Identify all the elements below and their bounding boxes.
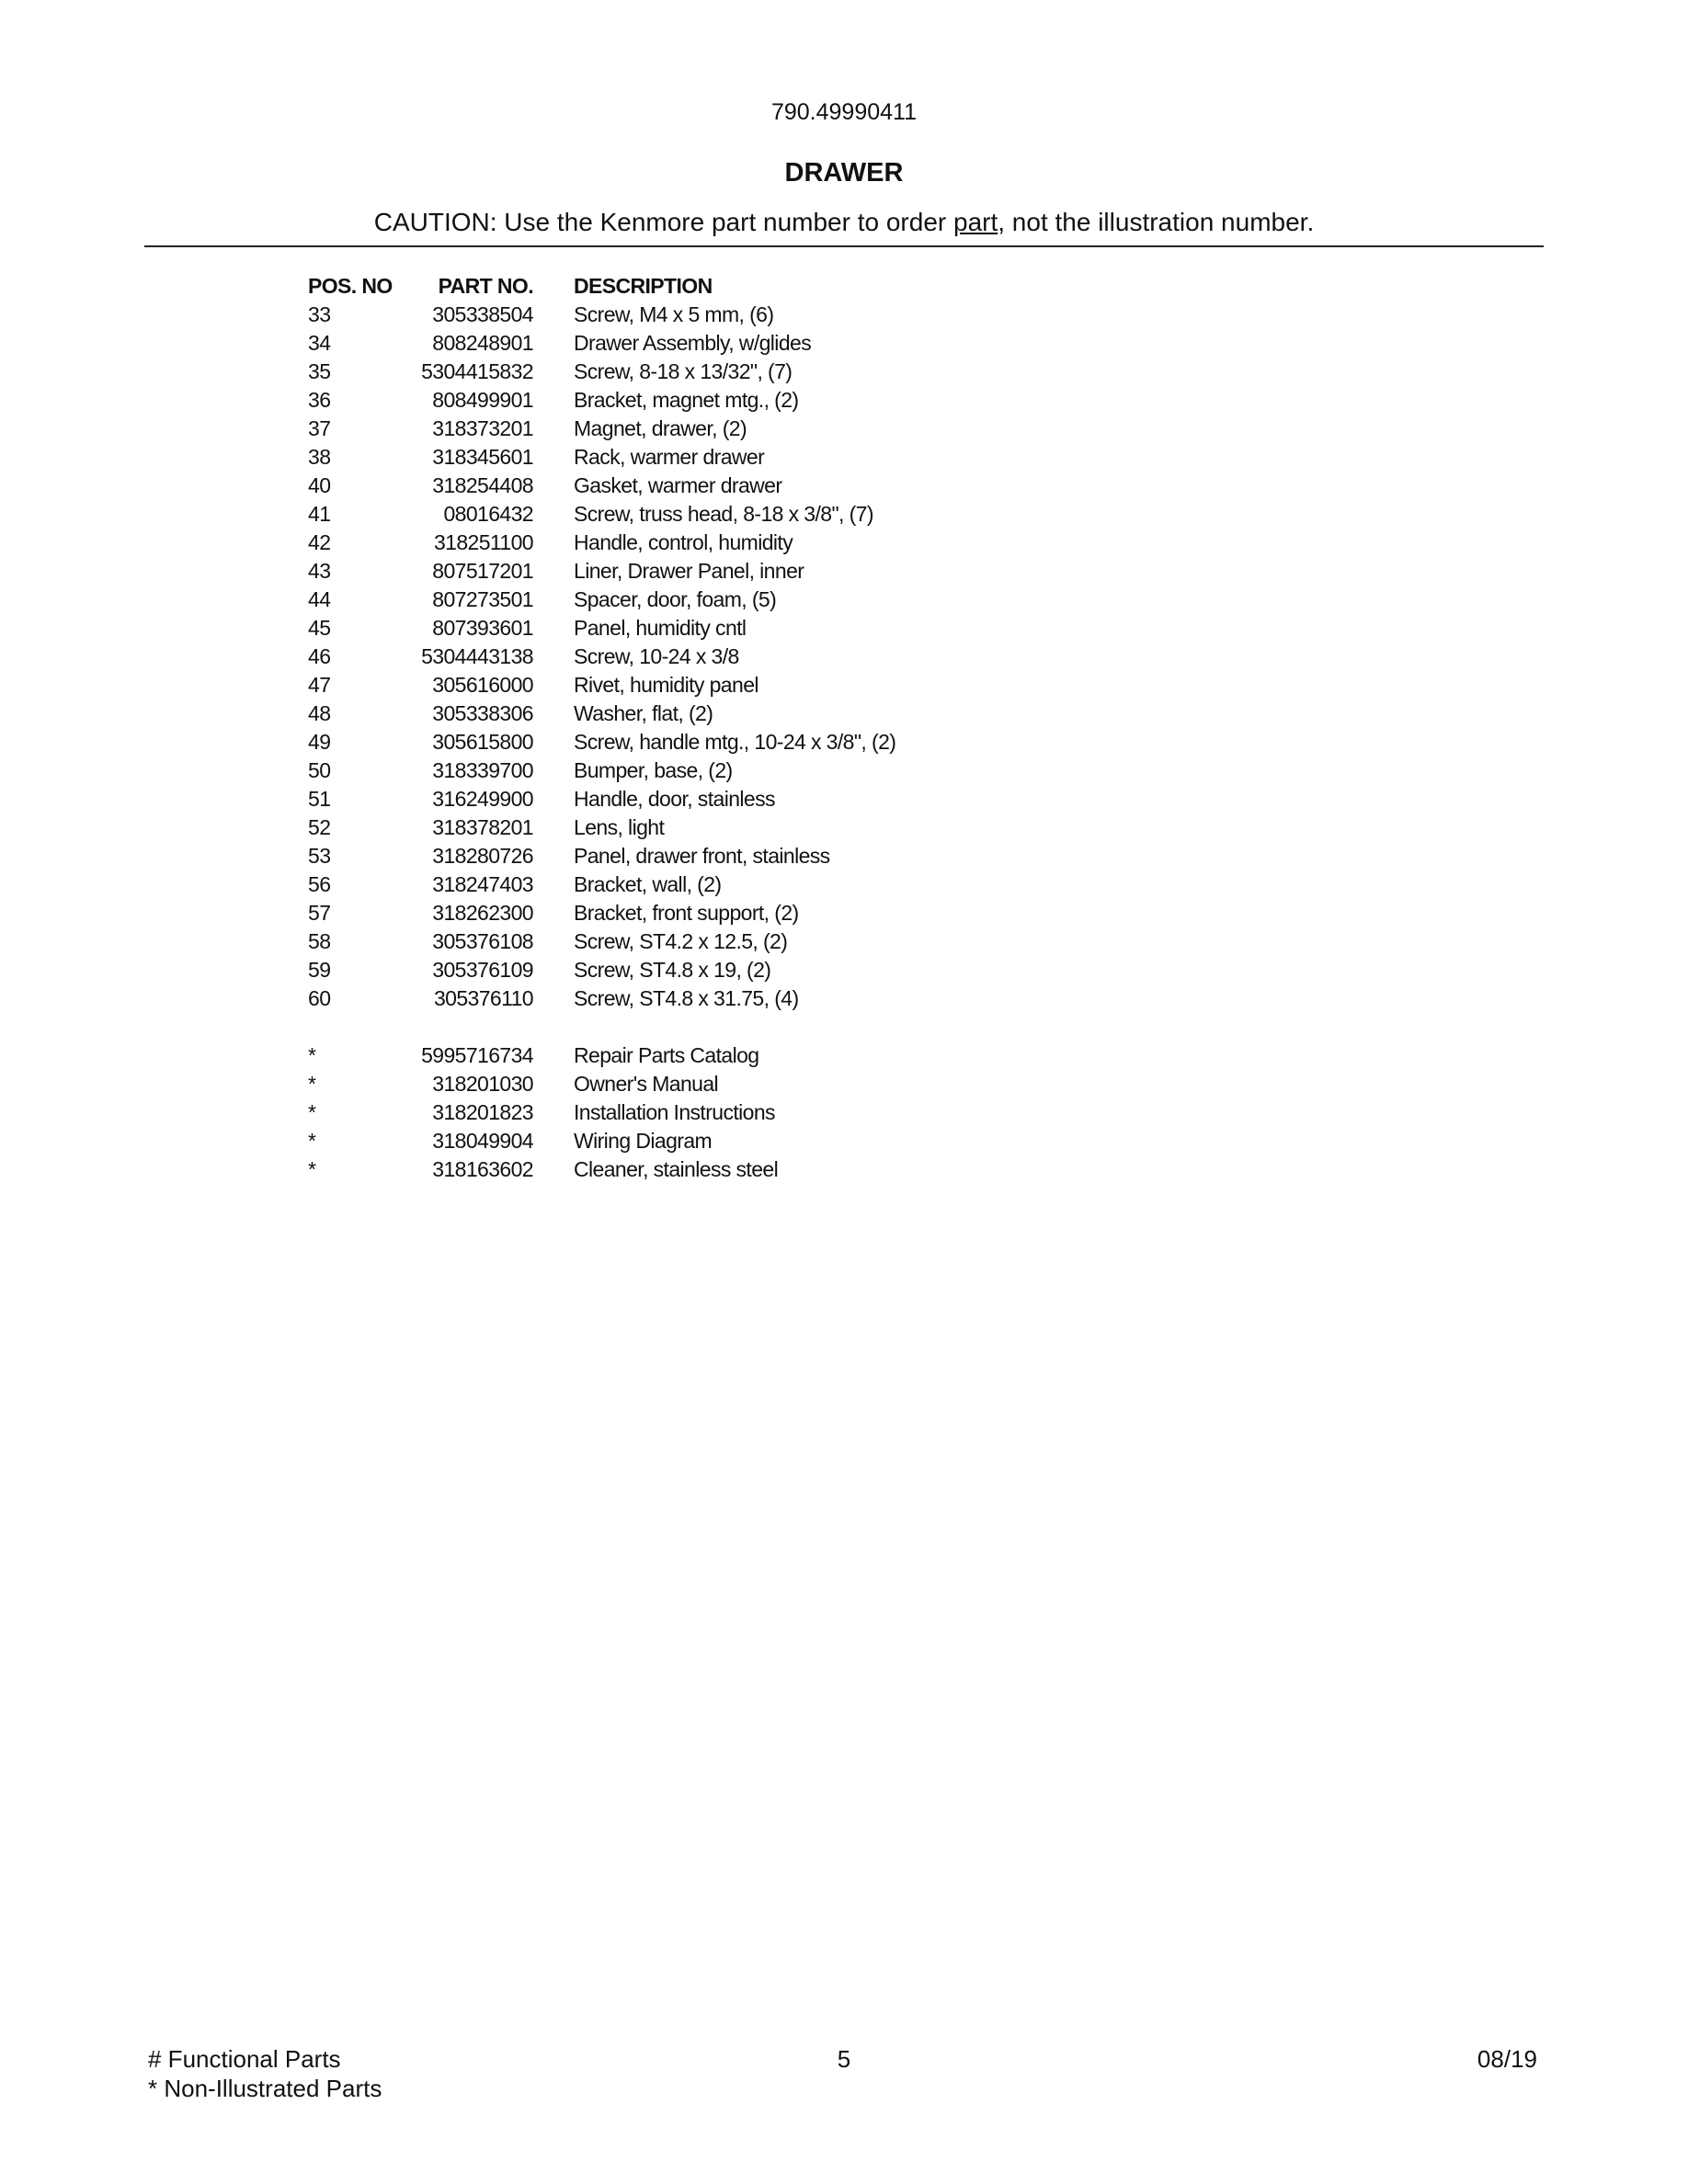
pos-cell: 47 (308, 673, 331, 697)
caution-text-end: , not the illustration number. (998, 208, 1315, 236)
part-number-cell: 318049904 (432, 1129, 533, 1153)
pos-cell: * (308, 1072, 316, 1096)
pos-cell: 57 (308, 901, 331, 925)
table-row (308, 1155, 895, 1184)
part-number-cell: 5304443138 (421, 644, 533, 668)
pos-cell: 60 (308, 986, 331, 1010)
table-row (308, 671, 895, 700)
part-number-cell: 807517201 (432, 559, 533, 583)
part-number-cell: 305376108 (432, 929, 533, 953)
table-row (308, 1041, 895, 1070)
table-row (308, 415, 895, 443)
parts-table-body (308, 301, 895, 1184)
description-cell: Bumper, base, (2) (574, 758, 733, 782)
table-row (308, 500, 895, 529)
table-row (308, 1070, 895, 1098)
description-cell: Wiring Diagram (574, 1129, 713, 1153)
table-row (308, 785, 895, 813)
table-row (308, 728, 895, 756)
description-cell: Screw, M4 x 5 mm, (6) (574, 302, 774, 326)
description-cell: Panel, humidity cntl (574, 616, 747, 640)
legend-non-illustrated-parts: * Non-Illustrated Parts (148, 2075, 382, 2102)
table-row (308, 614, 895, 643)
part-number-cell: 08016432 (443, 502, 533, 526)
part-number-cell: 808499901 (432, 388, 533, 412)
description-cell: Screw, truss head, 8-18 x 3/8", (7) (574, 502, 873, 526)
parts-table (308, 272, 895, 1184)
table-row (308, 529, 895, 557)
description-cell: Cleaner, stainless steel (574, 1157, 779, 1181)
pos-cell: 49 (308, 730, 331, 754)
pos-cell: 43 (308, 559, 331, 583)
column-header-description: DESCRIPTION (574, 274, 713, 298)
part-number-cell: 305376110 (433, 986, 533, 1010)
part-number-cell: 318280726 (432, 844, 533, 868)
table-row (308, 984, 895, 1013)
part-number-cell: 807273501 (432, 587, 533, 611)
pos-cell: 53 (308, 844, 331, 868)
caution-notice (0, 208, 1688, 237)
caution-underlined-word: part (953, 208, 998, 236)
description-cell: Panel, drawer front, stainless (574, 844, 830, 868)
table-row (308, 842, 895, 870)
description-cell: Handle, control, humidity (574, 530, 793, 554)
description-cell: Rack, warmer drawer (574, 445, 765, 469)
pos-cell: * (308, 1157, 316, 1181)
table-row (308, 927, 895, 956)
pos-cell: 50 (308, 758, 331, 782)
pos-cell: 41 (308, 502, 331, 526)
pos-cell: 37 (308, 416, 331, 440)
pos-cell: 56 (308, 872, 331, 896)
table-row (308, 301, 895, 329)
pos-cell: 46 (308, 644, 331, 668)
column-header-pos: POS. NO (308, 274, 393, 298)
pos-cell: 35 (308, 359, 331, 383)
description-cell: Lens, light (574, 815, 665, 839)
pos-cell: 45 (308, 616, 331, 640)
description-cell: Handle, door, stainless (574, 787, 775, 811)
description-cell: Bracket, front support, (2) (574, 901, 799, 925)
table-row (308, 956, 895, 984)
pos-cell: * (308, 1100, 316, 1124)
table-row (308, 472, 895, 500)
model-number: 790.49990411 (770, 99, 918, 125)
description-cell: Screw, 8-18 x 13/32", (7) (574, 359, 793, 383)
table-row (308, 700, 895, 728)
description-cell: Bracket, magnet mtg., (2) (574, 388, 799, 412)
table-header-row (308, 272, 895, 301)
table-row (308, 870, 895, 899)
pos-cell: * (308, 1129, 316, 1153)
part-number-cell: 318254408 (432, 473, 533, 497)
part-number-cell: 305616000 (432, 673, 533, 697)
column-header-part: PART NO. (438, 274, 533, 298)
page-number: 5 (837, 2045, 851, 2073)
table-row (308, 586, 895, 614)
pos-cell: 36 (308, 388, 331, 412)
description-cell: Installation Instructions (574, 1100, 775, 1124)
description-cell: Screw, 10-24 x 3/8 (574, 644, 739, 668)
part-number-cell: 5995716734 (421, 1043, 533, 1067)
part-number-cell: 305376109 (432, 958, 533, 982)
description-cell: Bracket, wall, (2) (574, 872, 722, 896)
pos-cell: 59 (308, 958, 331, 982)
part-number-cell: 808248901 (432, 331, 533, 355)
table-row (308, 358, 895, 386)
part-number-cell: 318262300 (432, 901, 533, 925)
section-title: DRAWER (784, 158, 904, 188)
description-cell: Screw, handle mtg., 10-24 x 3/8", (2) (574, 730, 896, 754)
description-cell: Screw, ST4.8 x 31.75, (4) (574, 986, 799, 1010)
description-cell: Drawer Assembly, w/glides (574, 331, 812, 355)
table-row (308, 329, 895, 358)
description-cell: Gasket, warmer drawer (574, 473, 782, 497)
pos-cell: * (308, 1043, 316, 1067)
pos-cell: 51 (308, 787, 331, 811)
pos-cell: 33 (308, 302, 331, 326)
part-number-cell: 318247403 (432, 872, 533, 896)
table-row (308, 386, 895, 415)
footer-date: 08/19 (1477, 2045, 1537, 2073)
part-number-cell: 318373201 (432, 416, 533, 440)
description-cell: Liner, Drawer Panel, inner (574, 559, 804, 583)
table-row (308, 643, 895, 671)
description-cell: Screw, ST4.2 x 12.5, (2) (574, 929, 788, 953)
header-divider (144, 245, 1544, 247)
part-number-cell: 305338306 (432, 701, 533, 725)
part-number-cell: 316249900 (432, 787, 533, 811)
table-spacer-row (308, 1013, 895, 1041)
pos-cell: 42 (308, 530, 331, 554)
pos-cell: 44 (308, 587, 331, 611)
table-row (308, 756, 895, 785)
legend-functional-parts: # Functional Parts (148, 2045, 341, 2073)
part-number-cell: 807393601 (432, 616, 533, 640)
table-row (308, 899, 895, 927)
table-row (308, 1098, 895, 1127)
part-number-cell: 318251100 (433, 530, 533, 554)
table-row (308, 557, 895, 586)
table-row (308, 1127, 895, 1155)
part-number-cell: 305338504 (432, 302, 533, 326)
part-number-cell: 318345601 (432, 445, 533, 469)
pos-cell: 34 (308, 331, 331, 355)
part-number-cell: 305615800 (432, 730, 533, 754)
description-cell: Magnet, drawer, (2) (574, 416, 747, 440)
pos-cell: 48 (308, 701, 331, 725)
pos-cell: 38 (308, 445, 331, 469)
description-cell: Washer, flat, (2) (574, 701, 713, 725)
description-cell: Screw, ST4.8 x 19, (2) (574, 958, 771, 982)
caution-text-start: CAUTION: Use the Kenmore part number to order (373, 208, 953, 236)
pos-cell: 40 (308, 473, 331, 497)
description-cell: Owner's Manual (574, 1072, 719, 1096)
table-row (308, 813, 895, 842)
part-number-cell: 318201823 (432, 1100, 533, 1124)
description-cell: Repair Parts Catalog (574, 1043, 759, 1067)
pos-cell: 58 (308, 929, 331, 953)
description-cell: Spacer, door, foam, (5) (574, 587, 777, 611)
pos-cell: 52 (308, 815, 331, 839)
description-cell: Rivet, humidity panel (574, 673, 758, 697)
part-number-cell: 5304415832 (421, 359, 533, 383)
part-number-cell: 318201030 (432, 1072, 533, 1096)
table-row (308, 443, 895, 472)
part-number-cell: 318339700 (432, 758, 533, 782)
part-number-cell: 318163602 (432, 1157, 533, 1181)
part-number-cell: 318378201 (432, 815, 533, 839)
